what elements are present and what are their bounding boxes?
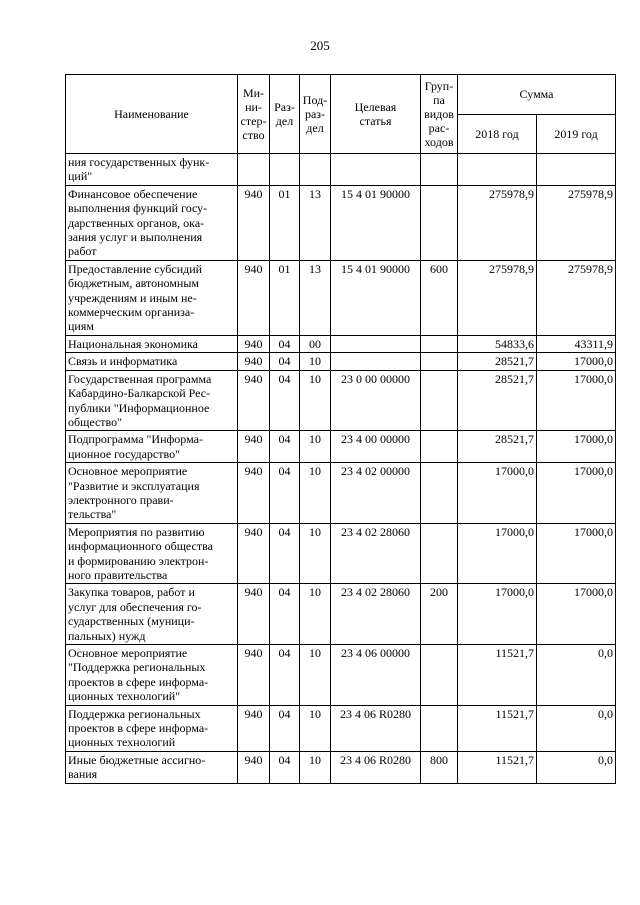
- cell-sum-2019: 17000,0: [537, 353, 616, 370]
- cell-expense-group: [421, 154, 458, 186]
- cell-subsection: 10: [300, 431, 331, 463]
- cell-ministry: 940: [238, 463, 270, 524]
- cell-name: Подпрограмма "Информа- ционное государство": [66, 431, 238, 463]
- cell-expense-group: [421, 645, 458, 706]
- cell-sum-2019: 0,0: [537, 645, 616, 706]
- cell-subsection: 10: [300, 645, 331, 706]
- cell-name: Иные бюджетные ассигно- вания: [66, 751, 238, 783]
- cell-name: Основное мероприятие "Развитие и эксплуатация электронного прави- тельства": [66, 463, 238, 524]
- header-name: Наименование: [66, 75, 238, 154]
- cell-ministry: 940: [238, 185, 270, 260]
- cell-section: 04: [270, 584, 300, 645]
- table-body: [66, 154, 616, 784]
- table-row: [66, 463, 616, 524]
- cell-sum-2018: 275978,9: [458, 260, 537, 335]
- table-row: [66, 751, 616, 783]
- cell-sum-2018: 11521,7: [458, 645, 537, 706]
- cell-target-article: 23 0 00 00000: [331, 370, 421, 431]
- cell-section: 04: [270, 370, 300, 431]
- cell-target-article: 23 4 02 00000: [331, 463, 421, 524]
- table-header: [66, 75, 616, 154]
- cell-subsection: 13: [300, 185, 331, 260]
- cell-sum-2019: 17000,0: [537, 463, 616, 524]
- cell-name: Связь и информатика: [66, 353, 238, 370]
- table-row: [66, 154, 616, 186]
- cell-expense-group: 800: [421, 751, 458, 783]
- cell-subsection: 10: [300, 584, 331, 645]
- cell-subsection: 10: [300, 463, 331, 524]
- cell-ministry: 940: [238, 584, 270, 645]
- cell-section: 04: [270, 645, 300, 706]
- cell-sum-2018: 54833,6: [458, 335, 537, 352]
- cell-target-article: [331, 154, 421, 186]
- header-sum: Сумма: [458, 75, 616, 115]
- cell-target-article: 15 4 01 90000: [331, 260, 421, 335]
- table-row: [66, 370, 616, 431]
- cell-expense-group: 600: [421, 260, 458, 335]
- cell-expense-group: [421, 705, 458, 751]
- cell-sum-2018: 17000,0: [458, 523, 537, 584]
- cell-subsection: 10: [300, 523, 331, 584]
- cell-ministry: 940: [238, 751, 270, 783]
- table-row: [66, 185, 616, 260]
- cell-sum-2019: [537, 154, 616, 186]
- cell-expense-group: [421, 185, 458, 260]
- cell-ministry: 940: [238, 705, 270, 751]
- cell-name: Предоставление субсидий бюджетным, автономным учреждениям и иным не- коммерческим организа- циям: [66, 260, 238, 335]
- table-row: [66, 523, 616, 584]
- cell-sum-2018: 11521,7: [458, 705, 537, 751]
- cell-expense-group: [421, 463, 458, 524]
- header-section: Раз- дел: [270, 75, 300, 154]
- cell-sum-2018: 17000,0: [458, 463, 537, 524]
- cell-ministry: 940: [238, 431, 270, 463]
- cell-section: [270, 154, 300, 186]
- cell-section: 04: [270, 463, 300, 524]
- cell-section: 01: [270, 185, 300, 260]
- cell-expense-group: 200: [421, 584, 458, 645]
- cell-subsection: 10: [300, 751, 331, 783]
- table-row: [66, 353, 616, 370]
- table-row: [66, 431, 616, 463]
- cell-sum-2019: 17000,0: [537, 370, 616, 431]
- cell-target-article: 23 4 00 00000: [331, 431, 421, 463]
- cell-subsection: 00: [300, 335, 331, 352]
- header-year-2019: 2019 год: [537, 114, 616, 154]
- cell-sum-2019: 17000,0: [537, 584, 616, 645]
- cell-sum-2018: [458, 154, 537, 186]
- cell-name: Основное мероприятие "Поддержка региональных проектов в сфере информа- ционных технологий": [66, 645, 238, 706]
- cell-name: ния государственных функ- ций": [66, 154, 238, 186]
- cell-name: Государственная программа Кабардино-Балкарской Рес- публики "Информационное общество": [66, 370, 238, 431]
- cell-section: 04: [270, 523, 300, 584]
- table-row: [66, 584, 616, 645]
- header-ministry: Ми- ни- стер- ство: [238, 75, 270, 154]
- cell-sum-2018: 275978,9: [458, 185, 537, 260]
- cell-ministry: 940: [238, 645, 270, 706]
- cell-target-article: [331, 335, 421, 352]
- cell-ministry: 940: [238, 260, 270, 335]
- cell-sum-2018: 28521,7: [458, 353, 537, 370]
- cell-name: Финансовое обеспечение выполнения функций госу- дарственных органов, ока- зания услуг и выполнения работ: [66, 185, 238, 260]
- cell-name: Национальная экономика: [66, 335, 238, 352]
- header-year-2018: 2018 год: [458, 114, 537, 154]
- cell-sum-2019: 275978,9: [537, 185, 616, 260]
- cell-ministry: 940: [238, 353, 270, 370]
- cell-ministry: 940: [238, 523, 270, 584]
- cell-name: Мероприятия по развитию информационного общества и формированию электрон- ного правительства: [66, 523, 238, 584]
- cell-sum-2019: 17000,0: [537, 523, 616, 584]
- cell-section: 04: [270, 335, 300, 352]
- cell-section: 01: [270, 260, 300, 335]
- cell-ministry: 940: [238, 335, 270, 352]
- cell-sum-2019: 275978,9: [537, 260, 616, 335]
- page-number: 205: [310, 38, 330, 53]
- budget-table: [65, 74, 616, 784]
- cell-expense-group: [421, 353, 458, 370]
- cell-target-article: 23 4 02 28060: [331, 584, 421, 645]
- cell-subsection: 13: [300, 260, 331, 335]
- cell-name: Поддержка региональных проектов в сфере информа- ционных технологий: [66, 705, 238, 751]
- cell-sum-2019: 0,0: [537, 705, 616, 751]
- cell-section: 04: [270, 705, 300, 751]
- cell-expense-group: [421, 523, 458, 584]
- table-row: [66, 260, 616, 335]
- table-row: [66, 335, 616, 352]
- cell-ministry: [238, 154, 270, 186]
- cell-subsection: 10: [300, 353, 331, 370]
- cell-expense-group: [421, 370, 458, 431]
- header-subsection: Под- раз- дел: [300, 75, 331, 154]
- cell-ministry: 940: [238, 370, 270, 431]
- cell-sum-2019: 17000,0: [537, 431, 616, 463]
- header-expense-group: Груп- па видов рас- ходов: [421, 75, 458, 154]
- cell-section: 04: [270, 353, 300, 370]
- cell-target-article: 23 4 06 R0280: [331, 751, 421, 783]
- cell-expense-group: [421, 335, 458, 352]
- cell-name: Закупка товаров, работ и услуг для обеспечения го- сударственных (муници- пальных) нужд: [66, 584, 238, 645]
- cell-target-article: [331, 353, 421, 370]
- cell-subsection: 10: [300, 705, 331, 751]
- cell-sum-2019: 43311,9: [537, 335, 616, 352]
- cell-target-article: 23 4 06 00000: [331, 645, 421, 706]
- cell-sum-2018: 17000,0: [458, 584, 537, 645]
- cell-sum-2019: 0,0: [537, 751, 616, 783]
- cell-section: 04: [270, 751, 300, 783]
- table-row: [66, 705, 616, 751]
- cell-subsection: 10: [300, 370, 331, 431]
- cell-sum-2018: 28521,7: [458, 370, 537, 431]
- cell-sum-2018: 11521,7: [458, 751, 537, 783]
- table-row: [66, 645, 616, 706]
- cell-sum-2018: 28521,7: [458, 431, 537, 463]
- cell-section: 04: [270, 431, 300, 463]
- cell-expense-group: [421, 431, 458, 463]
- cell-subsection: [300, 154, 331, 186]
- cell-target-article: 15 4 01 90000: [331, 185, 421, 260]
- header-target-article: Целевая статья: [331, 75, 421, 154]
- cell-target-article: 23 4 02 28060: [331, 523, 421, 584]
- cell-target-article: 23 4 06 R0280: [331, 705, 421, 751]
